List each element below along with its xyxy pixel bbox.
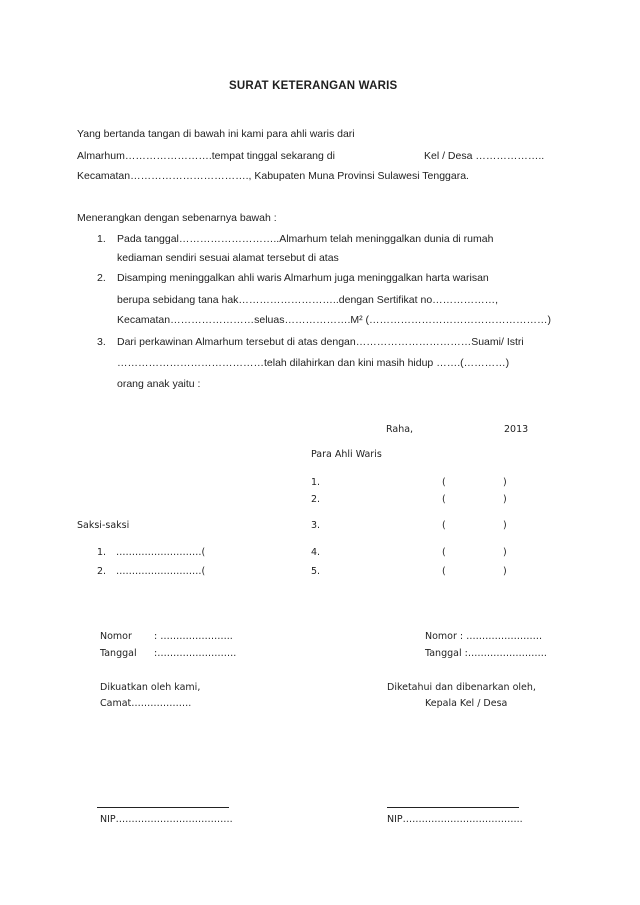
heir-close-paren: ) <box>503 477 507 488</box>
intro-line-3: Kecamatan……………………………., Kabupaten Muna Provinsi Sulawesi Tenggara. <box>77 170 469 182</box>
heir-close-paren: ) <box>503 520 507 531</box>
nomor-value: : ………………….. <box>154 631 233 642</box>
witness-number: 1. <box>97 547 107 558</box>
heir-number: 4. <box>311 547 321 558</box>
heir-close-paren: ) <box>503 547 507 558</box>
item-3-line-1: Dari perkawinan Almarhum tersebut di atas dengan……………………………Suami/ Istri <box>117 336 524 348</box>
document-title: SURAT KETERANGAN WARIS <box>229 80 398 92</box>
heir-number: 2. <box>311 494 321 505</box>
left-nip: NIP………………………………. <box>100 814 233 825</box>
heirs-heading: Para Ahli Waris <box>311 449 382 460</box>
left-sign-line-1: Dikuatkan oleh kami, <box>100 682 201 693</box>
item-number: 3. <box>97 336 106 348</box>
intro-line-1: Yang bertanda tangan di bawah ini kami para ahli waris dari <box>77 128 355 140</box>
heir-close-paren: ) <box>503 494 507 505</box>
item-1-line-2: kediaman sendiri sesuai alamat tersebut di atas <box>117 252 339 264</box>
nomor-label: Nomor <box>100 631 132 642</box>
right-nomor: Nomor : …………………… <box>425 631 543 642</box>
heir-open-paren: ( <box>442 494 446 505</box>
left-sign-line-2: Camat………………. <box>100 698 192 709</box>
heir-number: 3. <box>311 520 321 531</box>
item-1-line-1: Pada tanggal………………………..Almarhum telah meninggalkan dunia di rumah <box>117 233 494 245</box>
intro-kel-desa: Kel / Desa ……………….. <box>424 150 545 162</box>
intro-line-2: Almarhum…………………….tempat tinggal sekarang di <box>77 150 335 162</box>
item-2-line-3: Kecamatan……………………seluas……………….M² (……………………………………………) <box>117 314 552 326</box>
item-2-line-1: Disamping meninggalkan ahli waris Almarhum juga meninggalkan harta warisan <box>117 272 489 284</box>
witness-number: 2. <box>97 566 107 577</box>
tanggal-value: :……………………. <box>154 648 237 659</box>
heir-open-paren: ( <box>442 547 446 558</box>
heir-number: 1. <box>311 477 321 488</box>
right-sign-line-1: Diketahui dan dibenarkan oleh, <box>387 682 536 693</box>
left-signature-line <box>97 807 229 808</box>
year: 2013 <box>504 424 529 435</box>
heir-close-paren: ) <box>503 566 507 577</box>
item-2-line-2: berupa sebidang tana hak………………………..dengan Sertifikat no………………, <box>117 294 499 306</box>
right-signature-line <box>387 807 519 808</box>
witness-name-field: ………………………( <box>116 547 206 558</box>
statement-heading: Menerangkan dengan sebenarnya bawah : <box>77 212 277 224</box>
item-number: 1. <box>97 233 106 245</box>
place: Raha, <box>386 424 414 435</box>
item-number: 2. <box>97 272 106 284</box>
right-tanggal: Tanggal :……………………. <box>425 648 547 659</box>
item-3-line-2: ……………………………………telah dilahirkan dan kini masih hidup …….(…………) <box>117 357 510 369</box>
heir-open-paren: ( <box>442 520 446 531</box>
heir-open-paren: ( <box>442 566 446 577</box>
heir-open-paren: ( <box>442 477 446 488</box>
right-nip: NIP……………………………….. <box>387 814 523 825</box>
heir-number: 5. <box>311 566 321 577</box>
item-3-line-3: orang anak yaitu : <box>117 378 201 390</box>
witness-name-field: ………………………( <box>116 566 206 577</box>
tanggal-label: Tanggal <box>100 648 137 659</box>
witnesses-heading: Saksi-saksi <box>77 520 130 531</box>
right-sign-line-2: Kepala Kel / Desa <box>425 698 508 709</box>
